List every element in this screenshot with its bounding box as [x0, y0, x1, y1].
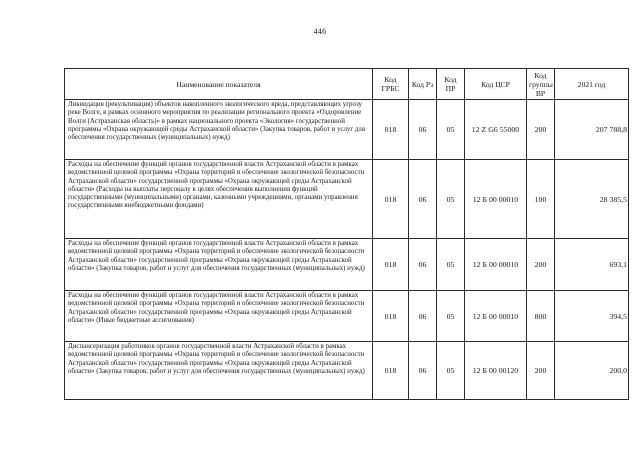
cell-name: Расходы на обеспечение функций органов государственной власти Астраханской области в рамках ведомственной целевой программы «Охрана территорий и обеспечение экологической безопасности Астраханской области» государственной программы «Охрана окружающей среды Астраханской области» (Расходы на выплаты персоналу в целях обеспечения выполнения функций государственными (муниципальными) органами, казенными учреждениями, органами управления государственными внебюджетными фондами): [65, 160, 373, 239]
cell-vr: 100: [527, 160, 555, 239]
cell-name: Ликвидация (рекультивация) объектов накопленного экологического вреда, представляющих угрозу реке Волге, в рамках основного мероприятия по реализации регионального проекта «Оздоровление Волги (Астраханская область)» в рамках национального проекта «Экология» государственной программы «Охрана окружающей среды Астраханской области» (Закупка товаров, работ и услуг для обеспечения государственных (муниципальных) нужд): [65, 100, 373, 160]
cell-name: Диспансеризация работников органов государственной власти Астраханской области в рамках ведомственной целевой программы «Охрана территорий и обеспечение экологической безопасности Астраханской области» государственной программы «Охрана окружающей среды Астраханской области» (Закупка товаров, работ и услуг для обеспечения государственных (муниципальных) нужд): [65, 342, 373, 400]
cell-rz: 06: [409, 239, 437, 291]
cell-pr: 05: [437, 342, 465, 400]
cell-pr: 05: [437, 100, 465, 160]
cell-csr: 12 Б 00 00010: [465, 239, 527, 291]
cell-pr: 05: [437, 291, 465, 342]
cell-amount: 693,1: [555, 239, 629, 291]
cell-rz: 06: [409, 160, 437, 239]
table-row: [65, 342, 629, 400]
cell-rz: 06: [409, 342, 437, 400]
cell-vr: 200: [527, 342, 555, 400]
table-row: [65, 160, 629, 239]
table-row: [65, 239, 629, 291]
cell-grbs: 018: [373, 160, 409, 239]
cell-grbs: 018: [373, 342, 409, 400]
cell-grbs: 018: [373, 239, 409, 291]
budget-table: [64, 68, 629, 400]
header-csr: Код ЦСР: [465, 69, 527, 100]
header-grbs: Код ГРБС: [373, 69, 409, 100]
cell-pr: 05: [437, 160, 465, 239]
header-rz: Код Рз: [409, 69, 437, 100]
cell-name: Расходы на обеспечение функций органов государственной власти Астраханской области в рамках ведомственной целевой программы «Охрана территорий и обеспечение экологической безопасности Астраханской области» государственной программы «Охрана окружающей среды Астраханской области» (Закупка товаров, работ и услуг для обеспечения государственных (муниципальных) нужд): [65, 239, 373, 291]
cell-amount: 207 788,8: [555, 100, 629, 160]
cell-csr: 12 Б 00 00010: [465, 160, 527, 239]
cell-amount: 394,5: [555, 291, 629, 342]
cell-name: Расходы на обеспечение функций органов государственной власти Астраханской области в рамках ведомственной целевой программы «Охрана территорий и обеспечение экологической безопасности Астраханской области» государственной программы «Охрана окружающей среды Астраханской области» (Иные бюджетные ассигнования): [65, 291, 373, 342]
header-vr: Код группы ВР: [527, 69, 555, 100]
cell-rz: 06: [409, 291, 437, 342]
cell-vr: 200: [527, 239, 555, 291]
cell-grbs: 018: [373, 100, 409, 160]
cell-vr: 800: [527, 291, 555, 342]
cell-csr: 12 Z G6 55000: [465, 100, 527, 160]
cell-csr: 12 Б 00 00010: [465, 291, 527, 342]
cell-vr: 200: [527, 100, 555, 160]
cell-grbs: 018: [373, 291, 409, 342]
table-header-row: [65, 69, 629, 100]
header-pr: Код ПР: [437, 69, 465, 100]
cell-pr: 05: [437, 239, 465, 291]
cell-amount: 28 385,5: [555, 160, 629, 239]
header-year: 2021 год: [555, 69, 629, 100]
cell-csr: 12 Б 00 00120: [465, 342, 527, 400]
table-row: [65, 100, 629, 160]
page-number: 446: [313, 27, 327, 36]
header-name: Наименование показателя: [65, 69, 373, 100]
cell-rz: 06: [409, 100, 437, 160]
table-row: [65, 291, 629, 342]
cell-amount: 200,0: [555, 342, 629, 400]
